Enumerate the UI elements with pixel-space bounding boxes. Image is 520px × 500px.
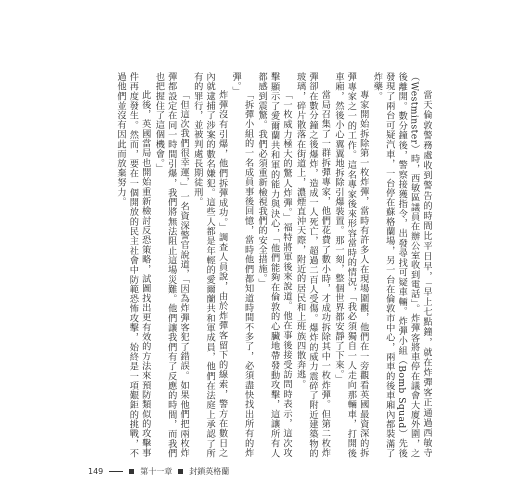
- paragraph: 炸彈沒有引爆，他們拆彈成功。」調查人員說，由於炸彈客留下的線索，警方在數日之內就逮捕了涉案的數名嫌犯。這些人都是年輕的愛爾蘭共和軍成員，他們在法庭上承認了所有的罪行，並被判處長期徒刑。: [191, 72, 228, 458]
- paragraph: 此後，英國當局也開始重新檢討反恐策略，試圖找出更有效的方法來預防類似的攻擊事件再度發生。然而，要在一個開放的民主社會中防範恐怖攻擊，始終是一項艱鉅的挑戰，不過他們並沒有因此而放棄努力。: [114, 72, 151, 458]
- paragraph: 當局召集了一群拆彈專家，他們花費了數小時，才成功拆除其中一枚炸彈。但第二枚炸彈卻在數分鐘之後爆炸，造成一人死亡，超過二百人受傷。爆炸的威力震碎了附近建築物的玻璃，碎片散落在街道上，濃煙直沖天際，附近的居民和上班族四散奔逃。: [294, 72, 331, 458]
- footer-square-marker: [178, 469, 183, 474]
- footer-rule: [109, 471, 123, 473]
- chapter-title: 封鎖英格蘭: [189, 467, 230, 476]
- footer-square-marker: [129, 469, 134, 474]
- paragraph: 專家開始拆除第一枚炸彈，當時有許多人在現場圍觀，他們在一旁觀看英國最資深的拆彈專家之一的工作。這名專家後來形容當時的情況，「我必須獨自一人走向那輛車，打開後車廂，然後小心翼翼地拆除引爆裝置。那一刻，整個世界都安靜了下來。」: [332, 72, 369, 458]
- paragraph: 「一枚威力極大的驚人炸彈。」福特將軍後來說道。他在事後接受訪問時表示，這次攻擊顯示了愛爾蘭共和軍的能力與決心，「他們能夠在倫敦的心臟地帶發動攻擊，這讓所有人都感到震驚。我們必須重新檢視我們的安全措施。」: [256, 72, 292, 458]
- paragraph: 「但這次我們很幸運，」一名資深警官說道，「因為炸彈客犯了錯誤。如果他們把兩枚炸彈都設定在同一時間引爆，我們將無法阻止這場災難。他們讓我們有了反應的時間，而我們也把握住了這個機會。」: [153, 72, 190, 458]
- body-text: [88, 72, 432, 458]
- paragraph: 「拆彈小組的一名成員事後回憶，當時他們都知道時間不多了，必須盡快找出所有的炸彈。」: [230, 72, 254, 458]
- paragraph: 當天倫敦警務處收到警告的時間比平日早，「早上七點鐘，就在炸彈客正通過西敏寺（Westminster）時，西敏區議員在辦公室收到電話」。炸彈客將車停在議會大廈外圍，之後離開。數分鐘後，警察接獲指令，出發尋找可疑車輛。炸彈小組（Bomb Squad）先後發現了兩台可疑汽車，一台停在蘇格蘭場，另一台在倫敦市中心，兩車的後車廂內都裝滿了炸藥。: [371, 72, 432, 458]
- page-footer: [88, 466, 229, 477]
- page-number: 149: [88, 467, 104, 476]
- chapter-label: 第十一章: [140, 467, 173, 476]
